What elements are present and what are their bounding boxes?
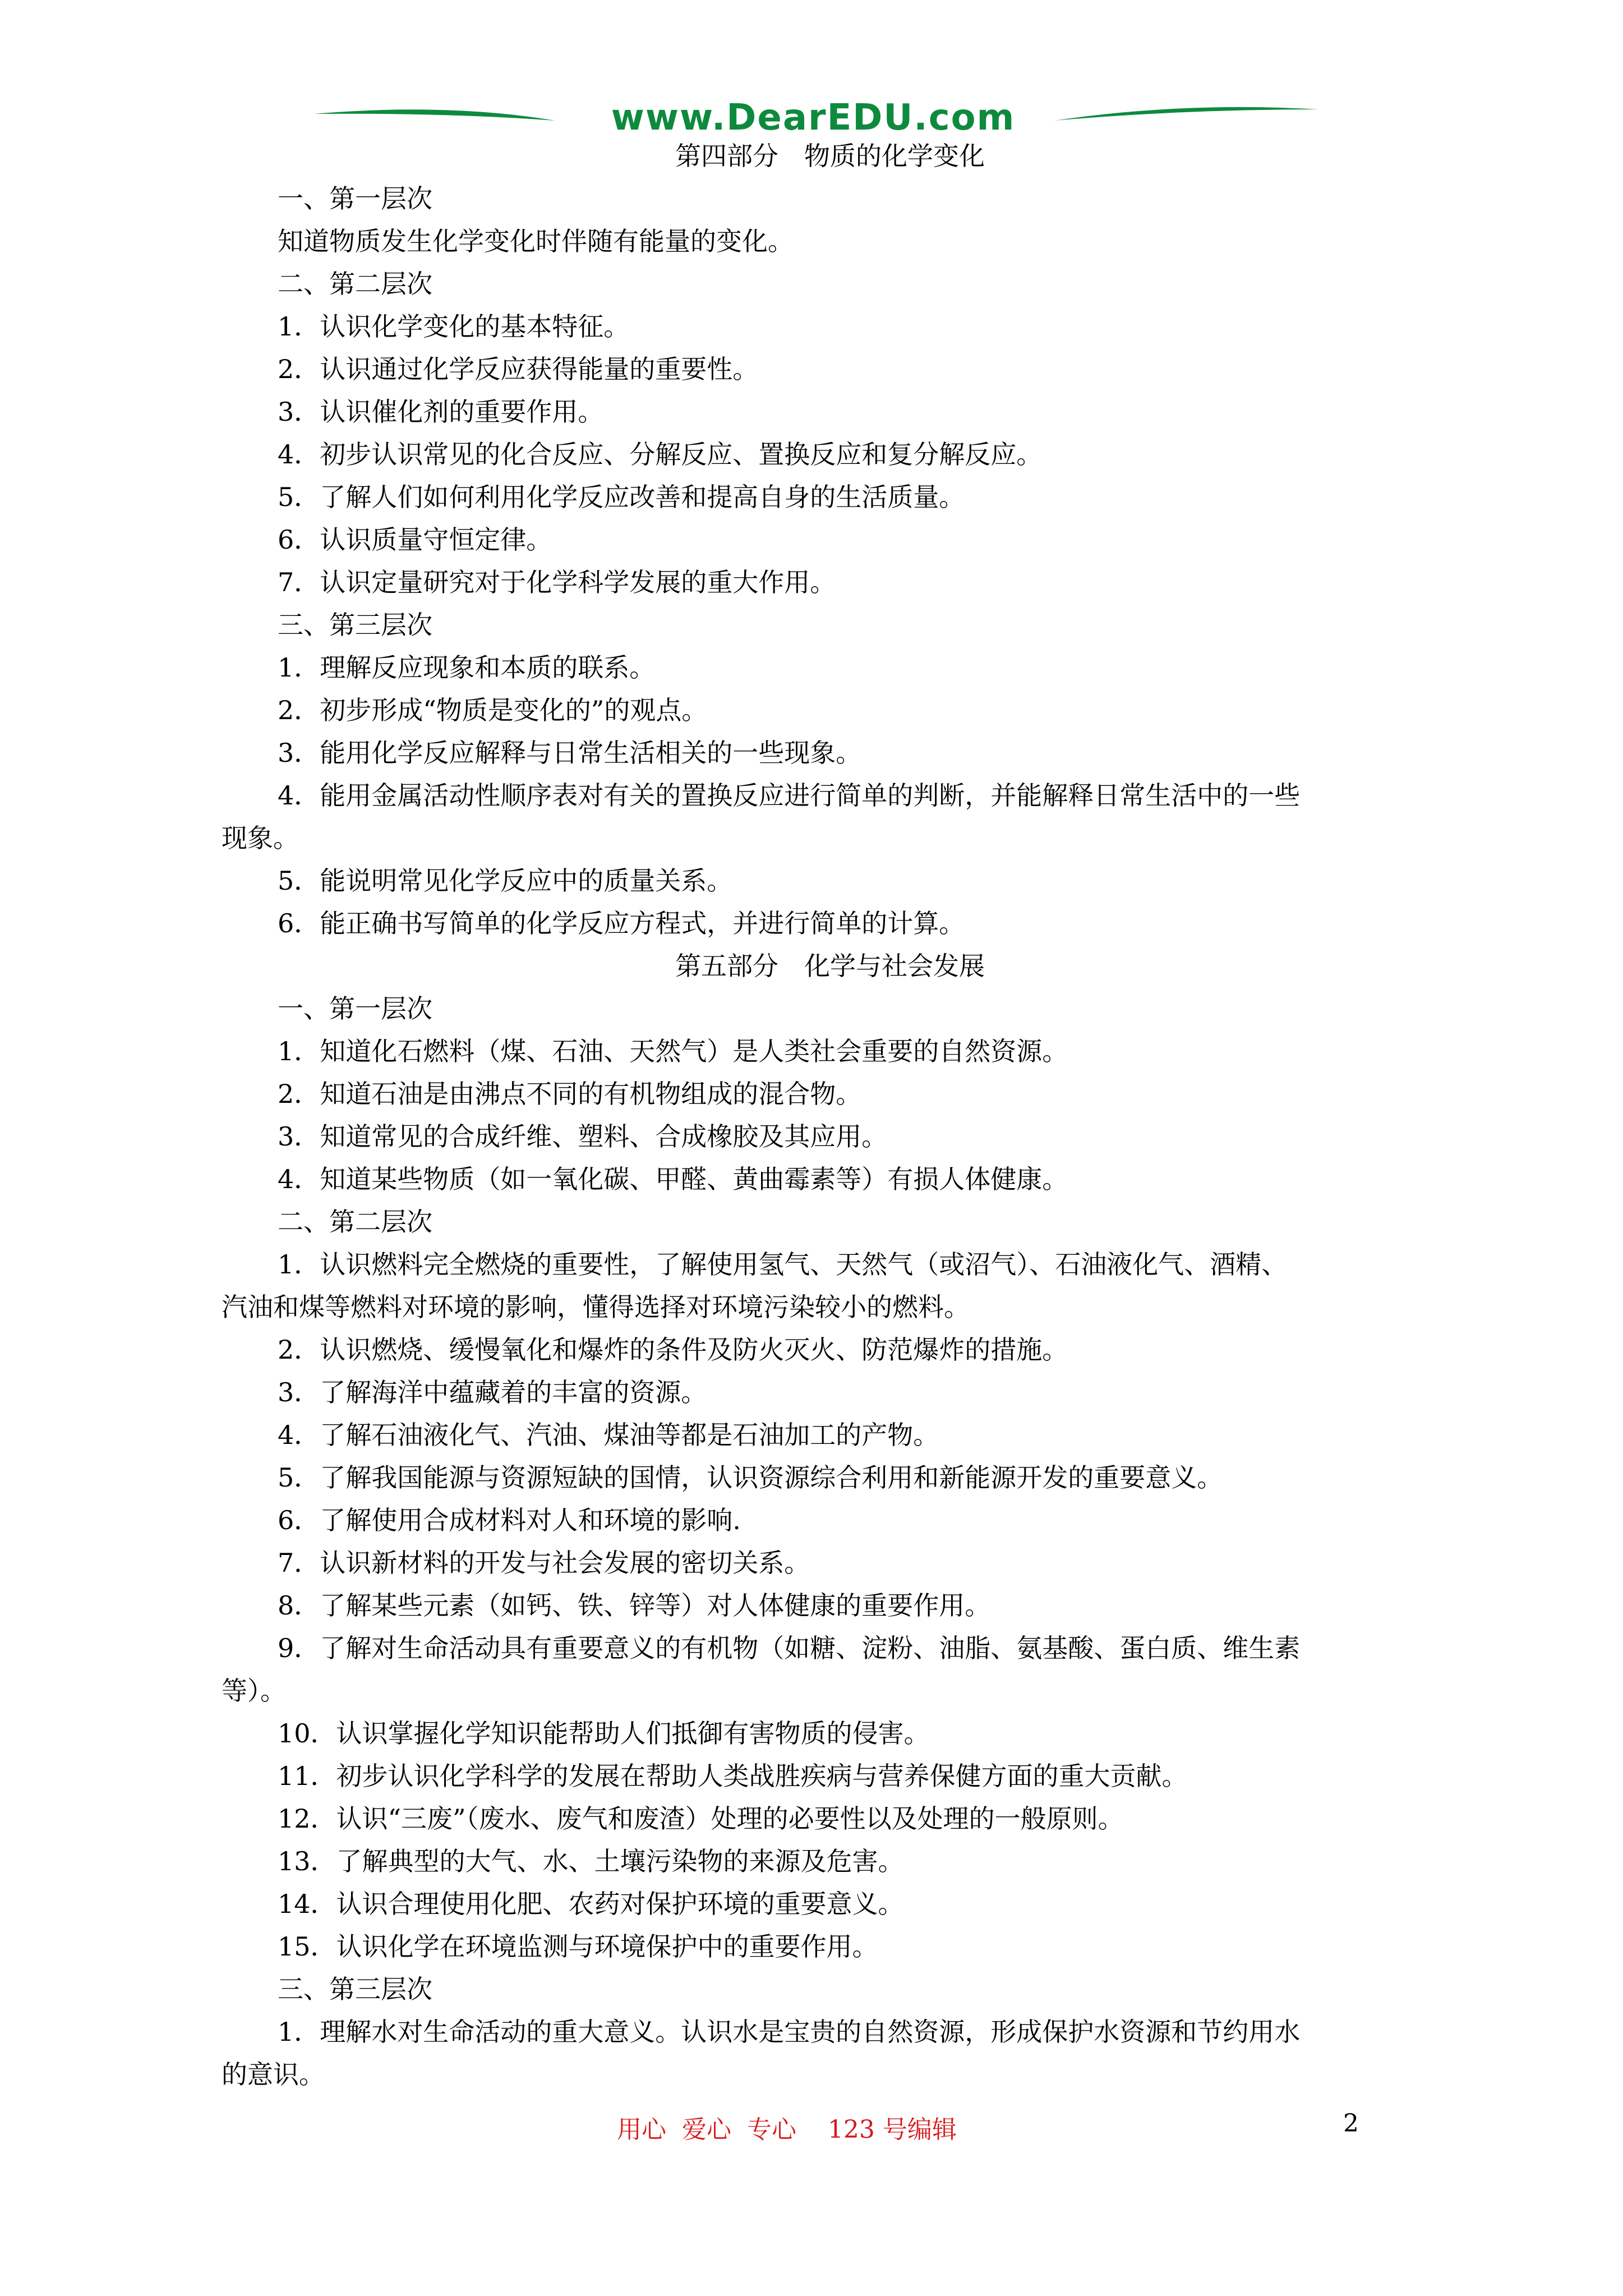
paragraph-line: 10．认识掌握化学知识能帮助人们抵御有害物质的侵害。 [278,1718,930,1749]
paragraph-line: 7．认识定量研究对于化学科学发展的重大作用。 [278,567,836,597]
paragraph-line: 3．认识催化剂的重要作用。 [278,397,604,427]
section-heading: 第五部分 化学与社会发展 [675,951,985,981]
footer-text: 用心 爱心 专心 123 号编辑 [617,2115,957,2144]
paragraph-line: 1．认识燃料完全燃烧的重要性，了解使用氢气、天然气（或沼气）、石油液化气、酒精、 [278,1249,1288,1280]
paragraph-line: 15．认识化学在环境监测与环境保护中的重要作用。 [278,1931,878,1962]
paragraph-line: 6．认识质量守恒定律。 [278,524,552,555]
paragraph-line: 现象。 [222,823,299,853]
paragraph-line: 14．认识合理使用化肥、农药对保护环境的重要意义。 [278,1889,904,1919]
paragraph-line: 11．初步认识化学科学的发展在帮助人类战胜疾病与营养保健方面的重大贡献。 [278,1761,1188,1791]
paragraph-line: 13．了解典型的大气、水、土壤污染物的来源及危害。 [278,1846,904,1876]
paragraph-line: 8．了解某些元素（如钙、铁、锌等）对人体健康的重要作用。 [278,1590,991,1621]
paragraph-line: 1．理解反应现象和本质的联系。 [278,652,656,683]
paragraph-line: 6．了解使用合成材料对人和环境的影响. [278,1505,741,1535]
paragraph-line: 4．初步认识常见的化合反应、分解反应、置换反应和复分解反应。 [278,439,1043,470]
paragraph-line: 2．认识燃烧、缓慢氧化和爆炸的条件及防火灭火、防范爆炸的措施。 [278,1335,1068,1365]
paragraph-line: 7．认识新材料的开发与社会发展的密切关系。 [278,1548,810,1578]
paragraph-line: 3．了解海洋中蕴藏着的丰富的资源。 [278,1377,707,1407]
paragraph-line: 二、第二层次 [278,269,432,299]
paragraph-line: 9．了解对生命活动具有重要意义的有机物（如糖、淀粉、油脂、氨基酸、蛋白质、维生素 [278,1633,1301,1663]
paragraph-line: 5．能说明常见化学反应中的质量关系。 [278,866,733,896]
paragraph-line: 4．能用金属活动性顺序表对有关的置换反应进行简单的判断，并能解释日常生活中的一些 [278,780,1301,811]
paragraph-line: 知道物质发生化学变化时伴随有能量的变化。 [278,226,794,256]
paragraph-line: 3．能用化学反应解释与日常生活相关的一些现象。 [278,738,862,768]
paragraph-line: 2．认识通过化学反应获得能量的重要性。 [278,354,759,384]
paragraph-line: 6．能正确书写简单的化学反应方程式，并进行简单的计算。 [278,908,965,938]
paragraph-line: 1．知道化石燃料（煤、石油、天然气）是人类社会重要的自然资源。 [278,1036,1068,1066]
paragraph-line: 二、第二层次 [278,1207,432,1237]
page-number: 2 [1343,2109,1359,2138]
paragraph-line: 一、第一层次 [278,993,432,1024]
document-body [222,135,1405,2096]
section-heading: 第四部分 物质的化学变化 [675,141,985,171]
paragraph-line: 的意识。 [222,2059,325,2090]
paragraph-line: 一、第一层次 [278,183,432,214]
paragraph-line: 1．认识化学变化的基本特征。 [278,311,630,342]
paragraph-line: 5．了解人们如何利用化学反应改善和提高自身的生活质量。 [278,482,965,512]
paragraph-line: 2．初步形成“物质是变化的”的观点。 [278,695,708,725]
paragraph-line: 12．认识“三废”（废水、废气和废渣）处理的必要性以及处理的一般原则。 [278,1803,1124,1834]
paragraph-line: 4．了解石油液化气、汽油、煤油等都是石油加工的产物。 [278,1420,939,1450]
paragraph-line: 2．知道石油是由沸点不同的有机物组成的混合物。 [278,1079,862,1109]
paragraph-line: 三、第三层次 [278,610,432,640]
page-footer [0,2109,1623,2148]
paragraph-line: 4．知道某些物质（如一氧化碳、甲醛、黄曲霉素等）有损人体健康。 [278,1164,1068,1194]
paragraph-line: 三、第三层次 [278,1974,432,2004]
paragraph-line: 等）。 [222,1676,286,1706]
paragraph-line: 1．理解水对生命活动的重大意义。认识水是宝贵的自然资源，形成保护水资源和节约用水 [278,2017,1301,2047]
paragraph-line: 汽油和煤等燃料对环境的影响，懂得选择对环境污染较小的燃料。 [222,1292,970,1322]
paragraph-line: 3．知道常见的合成纤维、塑料、合成橡胶及其应用。 [278,1121,888,1152]
site-logo[interactable]: www.DearEDU.com [611,97,1016,139]
paragraph-line: 5．了解我国能源与资源短缺的国情，认识资源综合利用和新能源开发的重要意义。 [278,1462,1223,1493]
